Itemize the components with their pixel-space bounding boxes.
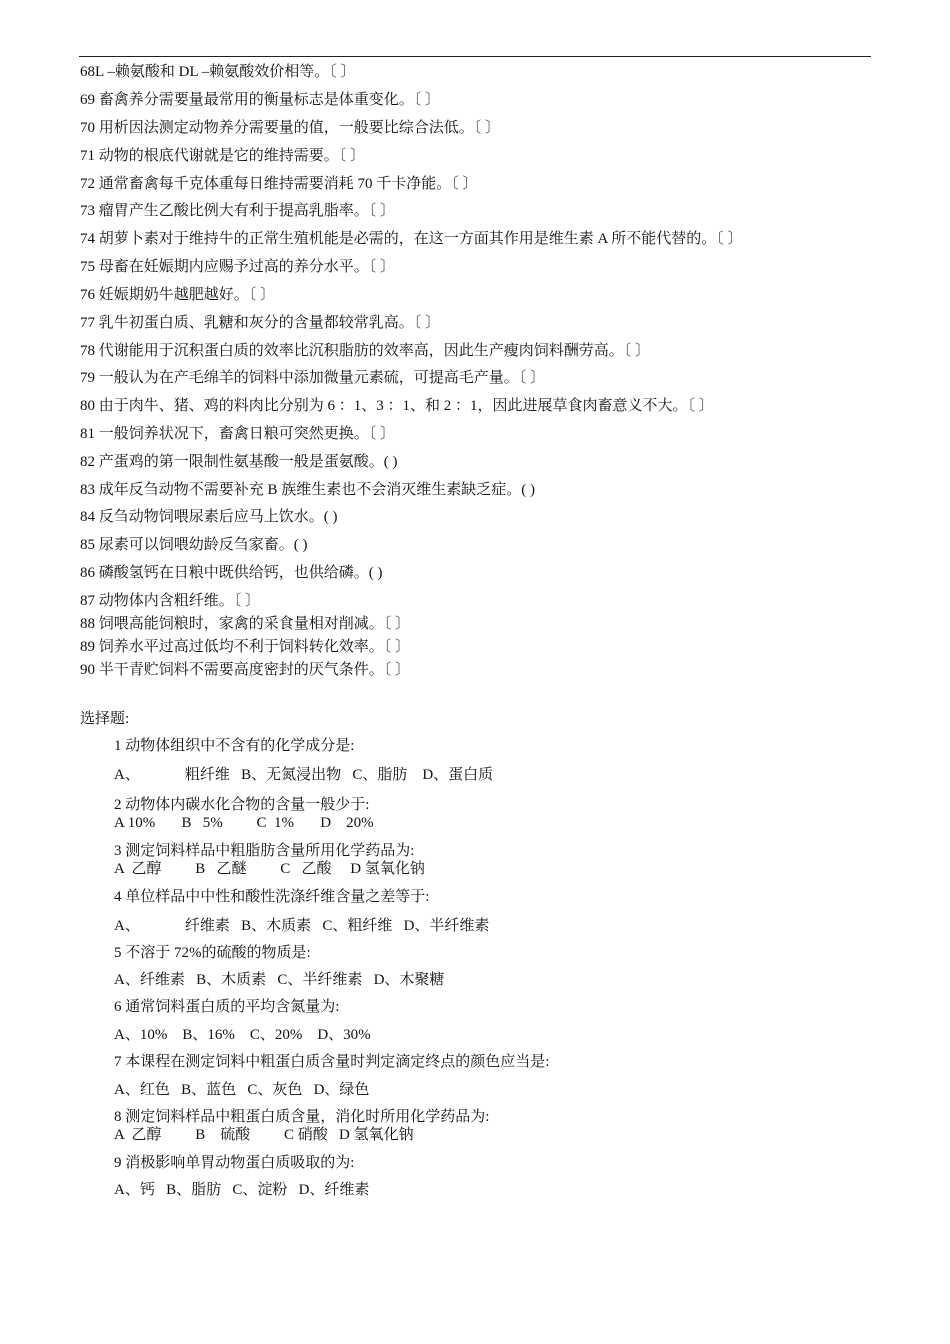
question-1-options: A、 粗纤维 B、无氮浸出物 C、脂肪 D、蛋白质	[114, 767, 494, 783]
question-1: 1 动物体组织中不含有的化学成分是:	[114, 738, 355, 754]
tf-item-75: 75 母畜在妊娠期内应赐予过高的养分水平。〔 〕	[80, 259, 396, 275]
tf-item-88: 88 饲喂高能饲粮时，家禽的采食量相对削减。〔 〕	[80, 616, 411, 632]
question-9: 9 消极影响单胃动物蛋白质吸取的为:	[114, 1155, 355, 1171]
tf-item-82: 82 产蛋鸡的第一限制性氨基酸一般是蛋氨酸。( )	[80, 454, 398, 470]
tf-item-79: 79 一般认为在产毛绵羊的饲料中添加微量元素硫，可提高毛产量。〔 〕	[80, 370, 546, 386]
tf-item-73: 73 瘤胃产生乙酸比例大有利于提高乳脂率。〔 〕	[80, 203, 396, 219]
tf-item-87: 87 动物体内含粗纤维。〔 〕	[80, 593, 261, 609]
question-7-options: A、红色 B、蓝色 C、灰色 D、绿色	[114, 1082, 370, 1098]
section-title: 选择题:	[80, 711, 130, 727]
question-2: 2 动物体内碳水化合物的含量一般少于:	[114, 797, 370, 813]
tf-item-90: 90 半干青贮饲料不需要高度密封的厌气条件。〔 〕	[80, 662, 411, 678]
question-8-options: A 乙醇 B 硫酸 C 硝酸 D 氢氧化钠	[114, 1127, 414, 1143]
tf-item-77: 77 乳牛初蛋白质、乳糖和灰分的含量都较常乳高。〔 〕	[80, 315, 441, 331]
question-5-options: A、纤维素 B、木质素 C、半纤维素 D、木聚糖	[114, 972, 445, 988]
tf-item-76: 76 妊娠期奶牛越肥越好。〔 〕	[80, 287, 276, 303]
tf-item-84: 84 反刍动物饲喂尿素后应马上饮水。( )	[80, 509, 338, 525]
tf-item-68: 68L –赖氨酸和 DL –赖氨酸效价相等。〔 〕	[80, 64, 356, 80]
tf-item-71: 71 动物的根底代谢就是它的维持需要。〔 〕	[80, 148, 366, 164]
tf-item-78: 78 代谢能用于沉积蛋白质的效率比沉积脂肪的效率高，因此生产瘦肉饲料酬劳高。〔 〕	[80, 343, 651, 359]
tf-item-81: 81 一般饲养状况下，畜禽日粮可突然更换。〔 〕	[80, 426, 396, 442]
tf-item-74: 74 胡萝卜素对于维持牛的正常生殖机能是必需的，在这一方面其作用是维生素 A 所不能代替的。〔 〕	[80, 231, 743, 247]
question-7: 7 本课程在测定饲料中粗蛋白质含量时判定滴定终点的颜色应当是:	[114, 1054, 550, 1070]
tf-item-89: 89 饲养水平过高过低均不利于饲料转化效率。〔 〕	[80, 639, 411, 655]
question-9-options: A、钙 B、脂肪 C、淀粉 D、纤维素	[114, 1182, 370, 1198]
question-4-options: A、 纤维素 B、木质素 C、粗纤维 D、半纤维素	[114, 918, 490, 934]
tf-item-72: 72 通常畜禽每千克体重每日维持需要消耗 70 千卡净能。〔 〕	[80, 176, 478, 192]
question-5: 5 不溶于 72%的硫酸的物质是:	[114, 945, 311, 961]
tf-item-80: 80 由于肉牛、猪、鸡的料肉比分别为 6 ：1、3 ：1、和 2 ：1，因此进展草食肉畜意义不大。〔 〕	[80, 398, 714, 414]
question-3: 3 测定饲料样品中粗脂肪含量所用化学药品为:	[114, 843, 415, 859]
tf-item-70: 70 用析因法测定动物养分需要量的值，一般要比综合法低。〔 〕	[80, 120, 501, 136]
question-4: 4 单位样品中中性和酸性洗涤纤维含量之差等于:	[114, 889, 430, 905]
tf-item-86: 86 磷酸氢钙在日粮中既供给钙，也供给磷。( )	[80, 565, 383, 581]
tf-item-85: 85 尿素可以饲喂幼龄反刍家畜。( )	[80, 537, 308, 553]
header-rule	[79, 56, 871, 57]
question-6-options: A、10% B、16% C、20% D、30%	[114, 1027, 371, 1043]
question-2-options: A 10% B 5% C 1% D 20%	[114, 815, 374, 831]
question-8: 8 测定饲料样品中粗蛋白质含量，消化时所用化学药品为:	[114, 1109, 490, 1125]
question-6: 6 通常饲料蛋白质的平均含氮量为:	[114, 999, 340, 1015]
tf-item-83: 83 成年反刍动物不需要补充 B 族维生素也不会消灭维生素缺乏症。( )	[80, 482, 535, 498]
question-3-options: A 乙醇 B 乙醚 C 乙酸 D 氢氧化钠	[114, 861, 425, 877]
tf-item-69: 69 畜禽养分需要量最常用的衡量标志是体重变化。〔 〕	[80, 92, 441, 108]
